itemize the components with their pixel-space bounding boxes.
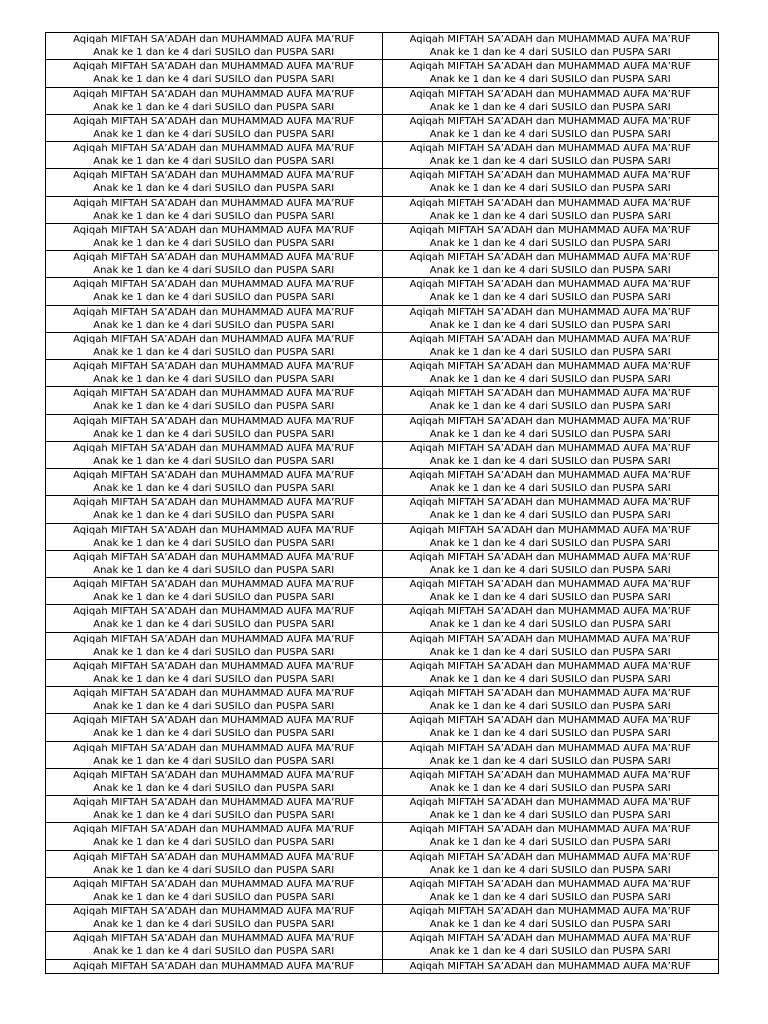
label-title-line: Aqiqah MIFTAH SA’ADAH dan MUHAMMAD AUFA MA’RUF — [409, 715, 691, 727]
label-cell — [46, 632, 383, 659]
label-subtitle-line: Anak ke 1 dan ke 4 dari SUSILO dan PUSPA SARI — [93, 919, 335, 931]
label-subtitle-line: Anak ke 1 dan ke 4 dari SUSILO dan PUSPA SARI — [429, 265, 671, 277]
label-cell — [382, 550, 719, 577]
label-subtitle-line: Anak ke 1 dan ke 4 dari SUSILO dan PUSPA SARI — [93, 483, 335, 495]
label-subtitle-line: Anak ke 1 dan ke 4 dari SUSILO dan PUSPA SARI — [429, 810, 671, 822]
label-cell — [382, 360, 719, 387]
label-cell — [46, 768, 383, 795]
label-title-line: Aqiqah MIFTAH SA’ADAH dan MUHAMMAD AUFA MA’RUF — [73, 170, 355, 182]
label-title-line: Aqiqah MIFTAH SA’ADAH dan MUHAMMAD AUFA MA’RUF — [73, 797, 355, 808]
label-title-line: Aqiqah MIFTAH SA’ADAH dan MUHAMMAD AUFA MA’RUF — [73, 361, 355, 372]
label-row — [46, 578, 719, 605]
label-subtitle-line: Anak ke 1 dan ke 4 dari SUSILO dan PUSPA SARI — [429, 101, 671, 113]
label-cell — [382, 387, 719, 414]
label-subtitle-line: Anak ke 1 dan ke 4 dari SUSILO dan PUSPA SARI — [429, 646, 671, 658]
label-title-line: Aqiqah MIFTAH SA’ADAH dan MUHAMMAD AUFA MA’RUF — [409, 633, 691, 645]
label-title-line: Aqiqah MIFTAH SA’ADAH dan MUHAMMAD AUFA MA’RUF — [73, 960, 355, 972]
label-row — [46, 714, 719, 741]
label-title-line: Aqiqah MIFTAH SA’ADAH dan MUHAMMAD AUFA MA’RUF — [73, 742, 355, 754]
label-subtitle-line: Anak ke 1 dan ke 4 dari SUSILO dan PUSPA SARI — [93, 265, 335, 277]
label-row — [46, 741, 719, 768]
label-cell — [382, 441, 719, 468]
label-subtitle-line: Anak ke 1 dan ke 4 dari SUSILO dan PUSPA SARI — [93, 401, 335, 413]
label-cell — [382, 578, 719, 605]
label-title-line: Aqiqah MIFTAH SA’ADAH dan MUHAMMAD AUFA MA’RUF — [409, 306, 691, 318]
label-title-line: Aqiqah MIFTAH SA’ADAH dan MUHAMMAD AUFA MA’RUF — [73, 442, 355, 454]
label-subtitle-line: Anak ke 1 dan ke 4 dari SUSILO dan PUSPA SARI — [429, 128, 671, 140]
label-title-line: Aqiqah MIFTAH SA’ADAH dan MUHAMMAD AUFA MA’RUF — [409, 878, 691, 890]
label-row — [46, 223, 719, 250]
label-title-line: Aqiqah MIFTAH SA’ADAH dan MUHAMMAD AUFA MA’RUF — [409, 606, 691, 618]
label-row — [46, 523, 719, 550]
label-row — [46, 414, 719, 441]
label-cell — [46, 850, 383, 877]
label-title-line: Aqiqah MIFTAH SA’ADAH dan MUHAMMAD AUFA MA’RUF — [409, 824, 691, 836]
label-title-line: Aqiqah MIFTAH SA’ADAH dan MUHAMMAD AUFA MA’RUF — [409, 361, 691, 372]
label-row — [46, 768, 719, 795]
label-title-line: Aqiqah MIFTAH SA’ADAH dan MUHAMMAD AUFA MA’RUF — [409, 333, 691, 345]
label-subtitle-line: Anak ke 1 dan ke 4 dari SUSILO dan PUSPA SARI — [429, 755, 671, 767]
label-cell — [382, 796, 719, 823]
label-row — [46, 87, 719, 114]
label-cell — [382, 33, 719, 60]
label-cell — [382, 223, 719, 250]
label-cell — [46, 905, 383, 932]
label-title-line: Aqiqah MIFTAH SA’ADAH dan MUHAMMAD AUFA MA’RUF — [409, 742, 691, 754]
label-row — [46, 632, 719, 659]
label-cell — [46, 360, 383, 387]
label-cell — [46, 605, 383, 632]
label-title-line: Aqiqah MIFTAH SA’ADAH dan MUHAMMAD AUFA MA’RUF — [409, 88, 691, 100]
label-cell — [46, 741, 383, 768]
label-title-line: Aqiqah MIFTAH SA’ADAH dan MUHAMMAD AUFA MA’RUF — [73, 878, 355, 890]
label-row — [46, 387, 719, 414]
label-cell — [46, 223, 383, 250]
label-cell — [46, 687, 383, 714]
label-subtitle-line: Anak ke 1 dan ke 4 dari SUSILO dan PUSPA SARI — [429, 374, 671, 386]
label-title-line: Aqiqah MIFTAH SA’ADAH dan MUHAMMAD AUFA MA’RUF — [73, 660, 355, 672]
label-sheet-body — [46, 33, 719, 974]
label-cell — [46, 305, 383, 332]
label-cell — [46, 87, 383, 114]
label-subtitle-line: Anak ke 1 dan ke 4 dari SUSILO dan PUSPA SARI — [93, 646, 335, 658]
label-row — [46, 687, 719, 714]
label-subtitle-line: Anak ke 1 dan ke 4 dari SUSILO dan PUSPA SARI — [93, 183, 335, 195]
label-subtitle-line: Anak ke 1 dan ke 4 dari SUSILO dan PUSPA SARI — [429, 782, 671, 794]
label-subtitle-line: Anak ke 1 dan ke 4 dari SUSILO dan PUSPA SARI — [93, 346, 335, 358]
label-cell — [382, 87, 719, 114]
label-title-line: Aqiqah MIFTAH SA’ADAH dan MUHAMMAD AUFA MA’RUF — [409, 524, 691, 536]
label-sheet — [45, 32, 719, 974]
label-title-line: Aqiqah MIFTAH SA’ADAH dan MUHAMMAD AUFA MA’RUF — [73, 551, 355, 563]
label-cell — [46, 496, 383, 523]
label-subtitle-line: Anak ke 1 dan ke 4 dari SUSILO dan PUSPA SARI — [429, 346, 671, 358]
label-title-line: Aqiqah MIFTAH SA’ADAH dan MUHAMMAD AUFA MA’RUF — [409, 906, 691, 917]
label-cell — [46, 169, 383, 196]
label-title-line: Aqiqah MIFTAH SA’ADAH dan MUHAMMAD AUFA MA’RUF — [73, 579, 355, 590]
label-title-line: Aqiqah MIFTAH SA’ADAH dan MUHAMMAD AUFA MA’RUF — [409, 579, 691, 590]
label-cell — [46, 414, 383, 441]
label-title-line: Aqiqah MIFTAH SA’ADAH dan MUHAMMAD AUFA MA’RUF — [73, 197, 355, 209]
label-title-line: Aqiqah MIFTAH SA’ADAH dan MUHAMMAD AUFA MA’RUF — [409, 551, 691, 563]
label-title-line: Aqiqah MIFTAH SA’ADAH dan MUHAMMAD AUFA MA’RUF — [73, 470, 355, 481]
label-title-line: Aqiqah MIFTAH SA’ADAH dan MUHAMMAD AUFA MA’RUF — [73, 933, 355, 945]
label-row — [46, 305, 719, 332]
label-subtitle-line: Anak ke 1 dan ke 4 dari SUSILO dan PUSPA SARI — [93, 891, 335, 903]
label-subtitle-line: Anak ke 1 dan ke 4 dari SUSILO dan PUSPA SARI — [429, 183, 671, 195]
label-title-line: Aqiqah MIFTAH SA’ADAH dan MUHAMMAD AUFA MA’RUF — [73, 279, 355, 291]
label-title-line: Aqiqah MIFTAH SA’ADAH dan MUHAMMAD AUFA MA’RUF — [73, 497, 355, 509]
label-subtitle-line: Anak ke 1 dan ke 4 dari SUSILO dan PUSPA SARI — [429, 891, 671, 903]
label-subtitle-line: Anak ke 1 dan ke 4 dari SUSILO dan PUSPA SARI — [429, 946, 671, 958]
label-title-line: Aqiqah MIFTAH SA’ADAH dan MUHAMMAD AUFA MA’RUF — [73, 61, 355, 73]
label-cell — [382, 632, 719, 659]
label-cell — [46, 387, 383, 414]
label-title-line: Aqiqah MIFTAH SA’ADAH dan MUHAMMAD AUFA MA’RUF — [73, 688, 355, 699]
label-title-line: Aqiqah MIFTAH SA’ADAH dan MUHAMMAD AUFA MA’RUF — [409, 851, 691, 863]
label-title-line: Aqiqah MIFTAH SA’ADAH dan MUHAMMAD AUFA MA’RUF — [73, 34, 355, 45]
label-title-line: Aqiqah MIFTAH SA’ADAH dan MUHAMMAD AUFA MA’RUF — [409, 933, 691, 945]
label-cell — [382, 768, 719, 795]
label-row — [46, 877, 719, 904]
label-subtitle-line: Anak ke 1 dan ke 4 dari SUSILO dan PUSPA SARI — [93, 237, 335, 249]
label-title-line: Aqiqah MIFTAH SA’ADAH dan MUHAMMAD AUFA MA’RUF — [409, 115, 691, 127]
label-title-line: Aqiqah MIFTAH SA’ADAH dan MUHAMMAD AUFA MA’RUF — [409, 34, 691, 45]
label-title-line: Aqiqah MIFTAH SA’ADAH dan MUHAMMAD AUFA MA’RUF — [73, 388, 355, 400]
label-row — [46, 659, 719, 686]
label-subtitle-line: Anak ke 1 dan ke 4 dari SUSILO dan PUSPA SARI — [429, 673, 671, 685]
label-cell — [382, 251, 719, 278]
label-title-line: Aqiqah MIFTAH SA’ADAH dan MUHAMMAD AUFA MA’RUF — [73, 851, 355, 863]
label-cell — [46, 278, 383, 305]
label-title-line: Aqiqah MIFTAH SA’ADAH dan MUHAMMAD AUFA MA’RUF — [73, 224, 355, 236]
label-row — [46, 60, 719, 87]
label-cell — [382, 741, 719, 768]
label-subtitle-line: Anak ke 1 dan ke 4 dari SUSILO dan PUSPA SARI — [429, 455, 671, 467]
label-row — [46, 496, 719, 523]
label-subtitle-line: Anak ke 1 dan ke 4 dari SUSILO dan PUSPA SARI — [429, 919, 671, 931]
label-cell — [46, 469, 383, 496]
label-title-line: Aqiqah MIFTAH SA’ADAH dan MUHAMMAD AUFA MA’RUF — [409, 960, 691, 972]
label-subtitle-line: Anak ke 1 dan ke 4 dari SUSILO dan PUSPA SARI — [429, 401, 671, 413]
label-row — [46, 332, 719, 359]
label-subtitle-line: Anak ke 1 dan ke 4 dari SUSILO dan PUSPA SARI — [429, 728, 671, 740]
label-title-line: Aqiqah MIFTAH SA’ADAH dan MUHAMMAD AUFA MA’RUF — [409, 470, 691, 481]
label-row — [46, 823, 719, 850]
label-title-line: Aqiqah MIFTAH SA’ADAH dan MUHAMMAD AUFA MA’RUF — [409, 252, 691, 263]
label-cell — [46, 60, 383, 87]
label-subtitle-line: Anak ke 1 dan ke 4 dari SUSILO dan PUSPA SARI — [93, 782, 335, 794]
label-title-line: Aqiqah MIFTAH SA’ADAH dan MUHAMMAD AUFA MA’RUF — [73, 524, 355, 536]
label-subtitle-line: Anak ke 1 dan ke 4 dari SUSILO dan PUSPA SARI — [93, 210, 335, 222]
label-cell — [382, 523, 719, 550]
label-cell — [46, 877, 383, 904]
label-cell — [382, 823, 719, 850]
label-title-line: Aqiqah MIFTAH SA’ADAH dan MUHAMMAD AUFA MA’RUF — [73, 306, 355, 318]
label-cell — [382, 114, 719, 141]
label-row — [46, 360, 719, 387]
label-subtitle-line: Anak ke 1 dan ke 4 dari SUSILO dan PUSPA SARI — [429, 864, 671, 876]
label-row — [46, 169, 719, 196]
label-row — [46, 251, 719, 278]
label-subtitle-line: Anak ke 1 dan ke 4 dari SUSILO dan PUSPA SARI — [429, 483, 671, 495]
label-title-line: Aqiqah MIFTAH SA’ADAH dan MUHAMMAD AUFA MA’RUF — [409, 415, 691, 427]
label-title-line: Aqiqah MIFTAH SA’ADAH dan MUHAMMAD AUFA MA’RUF — [73, 252, 355, 263]
label-subtitle-line: Anak ke 1 dan ke 4 dari SUSILO dan PUSPA SARI — [429, 592, 671, 604]
label-subtitle-line: Anak ke 1 dan ke 4 dari SUSILO dan PUSPA SARI — [429, 210, 671, 222]
label-subtitle-line: Anak ke 1 dan ke 4 dari SUSILO dan PUSPA SARI — [429, 47, 671, 59]
label-title-line: Aqiqah MIFTAH SA’ADAH dan MUHAMMAD AUFA MA’RUF — [73, 143, 355, 154]
label-subtitle-line: Anak ke 1 dan ke 4 dari SUSILO dan PUSPA SARI — [93, 946, 335, 958]
label-subtitle-line: Anak ke 1 dan ke 4 dari SUSILO dan PUSPA SARI — [93, 428, 335, 440]
label-row — [46, 796, 719, 823]
label-row — [46, 441, 719, 468]
label-title-line: Aqiqah MIFTAH SA’ADAH dan MUHAMMAD AUFA MA’RUF — [409, 442, 691, 454]
label-cell — [382, 714, 719, 741]
label-title-line: Aqiqah MIFTAH SA’ADAH dan MUHAMMAD AUFA MA’RUF — [73, 88, 355, 100]
label-cell — [382, 196, 719, 223]
label-cell — [46, 932, 383, 959]
label-title-line: Aqiqah MIFTAH SA’ADAH dan MUHAMMAD AUFA MA’RUF — [73, 333, 355, 345]
label-title-line: Aqiqah MIFTAH SA’ADAH dan MUHAMMAD AUFA MA’RUF — [73, 769, 355, 781]
label-cell-partial — [382, 959, 719, 973]
label-cell — [46, 823, 383, 850]
label-row — [46, 33, 719, 60]
label-cell — [46, 33, 383, 60]
label-subtitle-line: Anak ke 1 dan ke 4 dari SUSILO dan PUSPA SARI — [429, 292, 671, 304]
label-title-line: Aqiqah MIFTAH SA’ADAH dan MUHAMMAD AUFA MA’RUF — [409, 797, 691, 808]
label-cell — [46, 142, 383, 169]
label-subtitle-line: Anak ke 1 dan ke 4 dari SUSILO dan PUSPA SARI — [93, 128, 335, 140]
label-row — [46, 469, 719, 496]
label-title-line: Aqiqah MIFTAH SA’ADAH dan MUHAMMAD AUFA MA’RUF — [409, 143, 691, 154]
label-subtitle-line: Anak ke 1 dan ke 4 dari SUSILO dan PUSPA SARI — [93, 864, 335, 876]
label-subtitle-line: Anak ke 1 dan ke 4 dari SUSILO dan PUSPA SARI — [93, 374, 335, 386]
label-title-line: Aqiqah MIFTAH SA’ADAH dan MUHAMMAD AUFA MA’RUF — [409, 769, 691, 781]
label-subtitle-line: Anak ke 1 dan ke 4 dari SUSILO dan PUSPA SARI — [429, 319, 671, 331]
label-subtitle-line: Anak ke 1 dan ke 4 dari SUSILO dan PUSPA SARI — [93, 74, 335, 86]
label-title-line: Aqiqah MIFTAH SA’ADAH dan MUHAMMAD AUFA MA’RUF — [409, 61, 691, 73]
label-title-line: Aqiqah MIFTAH SA’ADAH dan MUHAMMAD AUFA MA’RUF — [73, 606, 355, 618]
label-cell — [46, 714, 383, 741]
label-cell — [46, 114, 383, 141]
label-row — [46, 278, 719, 305]
label-title-line: Aqiqah MIFTAH SA’ADAH dan MUHAMMAD AUFA MA’RUF — [73, 824, 355, 836]
label-title-line: Aqiqah MIFTAH SA’ADAH dan MUHAMMAD AUFA MA’RUF — [73, 115, 355, 127]
label-subtitle-line: Anak ke 1 dan ke 4 dari SUSILO dan PUSPA SARI — [93, 619, 335, 631]
label-subtitle-line: Anak ke 1 dan ke 4 dari SUSILO dan PUSPA SARI — [93, 564, 335, 576]
label-title-line: Aqiqah MIFTAH SA’ADAH dan MUHAMMAD AUFA MA’RUF — [409, 688, 691, 699]
label-subtitle-line: Anak ke 1 dan ke 4 dari SUSILO dan PUSPA SARI — [93, 510, 335, 522]
label-cell — [382, 60, 719, 87]
label-row-partial — [46, 959, 719, 973]
label-cell — [382, 332, 719, 359]
label-title-line: Aqiqah MIFTAH SA’ADAH dan MUHAMMAD AUFA MA’RUF — [409, 660, 691, 672]
label-subtitle-line: Anak ke 1 dan ke 4 dari SUSILO dan PUSPA SARI — [429, 428, 671, 440]
label-cell — [46, 550, 383, 577]
label-title-line: Aqiqah MIFTAH SA’ADAH dan MUHAMMAD AUFA MA’RUF — [409, 197, 691, 209]
label-subtitle-line: Anak ke 1 dan ke 4 dari SUSILO dan PUSPA SARI — [429, 564, 671, 576]
label-cell — [382, 496, 719, 523]
label-row — [46, 850, 719, 877]
label-cell — [382, 469, 719, 496]
label-subtitle-line: Anak ke 1 dan ke 4 dari SUSILO dan PUSPA SARI — [429, 619, 671, 631]
label-cell — [382, 659, 719, 686]
label-subtitle-line: Anak ke 1 dan ke 4 dari SUSILO dan PUSPA SARI — [429, 510, 671, 522]
label-title-line: Aqiqah MIFTAH SA’ADAH dan MUHAMMAD AUFA MA’RUF — [73, 415, 355, 427]
label-cell — [382, 850, 719, 877]
label-cell — [46, 196, 383, 223]
label-subtitle-line: Anak ke 1 dan ke 4 dari SUSILO dan PUSPA SARI — [93, 673, 335, 685]
label-subtitle-line: Anak ke 1 dan ke 4 dari SUSILO dan PUSPA SARI — [429, 74, 671, 86]
label-cell — [382, 905, 719, 932]
label-subtitle-line: Anak ke 1 dan ke 4 dari SUSILO dan PUSPA SARI — [93, 156, 335, 168]
label-cell — [382, 605, 719, 632]
label-title-line: Aqiqah MIFTAH SA’ADAH dan MUHAMMAD AUFA MA’RUF — [73, 906, 355, 917]
label-cell — [382, 169, 719, 196]
label-cell — [382, 877, 719, 904]
label-subtitle-line: Anak ke 1 dan ke 4 dari SUSILO dan PUSPA SARI — [93, 755, 335, 767]
label-cell — [382, 687, 719, 714]
label-subtitle-line: Anak ke 1 dan ke 4 dari SUSILO dan PUSPA SARI — [429, 701, 671, 713]
label-subtitle-line: Anak ke 1 dan ke 4 dari SUSILO dan PUSPA SARI — [93, 319, 335, 331]
label-cell — [46, 523, 383, 550]
label-row — [46, 605, 719, 632]
label-cell-partial — [46, 959, 383, 973]
label-row — [46, 196, 719, 223]
label-cell — [382, 414, 719, 441]
label-row — [46, 932, 719, 959]
label-row — [46, 114, 719, 141]
label-title-line: Aqiqah MIFTAH SA’ADAH dan MUHAMMAD AUFA MA’RUF — [409, 388, 691, 400]
label-subtitle-line: Anak ke 1 dan ke 4 dari SUSILO dan PUSPA SARI — [429, 237, 671, 249]
label-title-line: Aqiqah MIFTAH SA’ADAH dan MUHAMMAD AUFA MA’RUF — [73, 633, 355, 645]
label-title-line: Aqiqah MIFTAH SA’ADAH dan MUHAMMAD AUFA MA’RUF — [73, 715, 355, 727]
label-subtitle-line: Anak ke 1 dan ke 4 dari SUSILO dan PUSPA SARI — [93, 837, 335, 849]
label-subtitle-line: Anak ke 1 dan ke 4 dari SUSILO dan PUSPA SARI — [93, 292, 335, 304]
label-cell — [46, 578, 383, 605]
label-row — [46, 905, 719, 932]
label-cell — [46, 659, 383, 686]
label-row — [46, 142, 719, 169]
label-cell — [46, 441, 383, 468]
label-subtitle-line: Anak ke 1 dan ke 4 dari SUSILO dan PUSPA SARI — [93, 701, 335, 713]
label-cell — [382, 278, 719, 305]
label-cell — [382, 305, 719, 332]
label-cell — [382, 932, 719, 959]
label-subtitle-line: Anak ke 1 dan ke 4 dari SUSILO dan PUSPA SARI — [93, 455, 335, 467]
label-cell — [46, 251, 383, 278]
label-subtitle-line: Anak ke 1 dan ke 4 dari SUSILO dan PUSPA SARI — [429, 156, 671, 168]
label-subtitle-line: Anak ke 1 dan ke 4 dari SUSILO dan PUSPA SARI — [93, 47, 335, 59]
label-title-line: Aqiqah MIFTAH SA’ADAH dan MUHAMMAD AUFA MA’RUF — [409, 224, 691, 236]
label-subtitle-line: Anak ke 1 dan ke 4 dari SUSILO dan PUSPA SARI — [93, 592, 335, 604]
label-title-line: Aqiqah MIFTAH SA’ADAH dan MUHAMMAD AUFA MA’RUF — [409, 497, 691, 509]
label-subtitle-line: Anak ke 1 dan ke 4 dari SUSILO dan PUSPA SARI — [429, 537, 671, 549]
label-title-line: Aqiqah MIFTAH SA’ADAH dan MUHAMMAD AUFA MA’RUF — [409, 279, 691, 291]
label-subtitle-line: Anak ke 1 dan ke 4 dari SUSILO dan PUSPA SARI — [93, 101, 335, 113]
label-subtitle-line: Anak ke 1 dan ke 4 dari SUSILO dan PUSPA SARI — [429, 837, 671, 849]
label-title-line: Aqiqah MIFTAH SA’ADAH dan MUHAMMAD AUFA MA’RUF — [409, 170, 691, 182]
label-subtitle-line: Anak ke 1 dan ke 4 dari SUSILO dan PUSPA SARI — [93, 810, 335, 822]
label-row — [46, 550, 719, 577]
label-cell — [46, 332, 383, 359]
label-subtitle-line: Anak ke 1 dan ke 4 dari SUSILO dan PUSPA SARI — [93, 537, 335, 549]
label-cell — [382, 142, 719, 169]
label-subtitle-line: Anak ke 1 dan ke 4 dari SUSILO dan PUSPA SARI — [93, 728, 335, 740]
label-cell — [46, 796, 383, 823]
